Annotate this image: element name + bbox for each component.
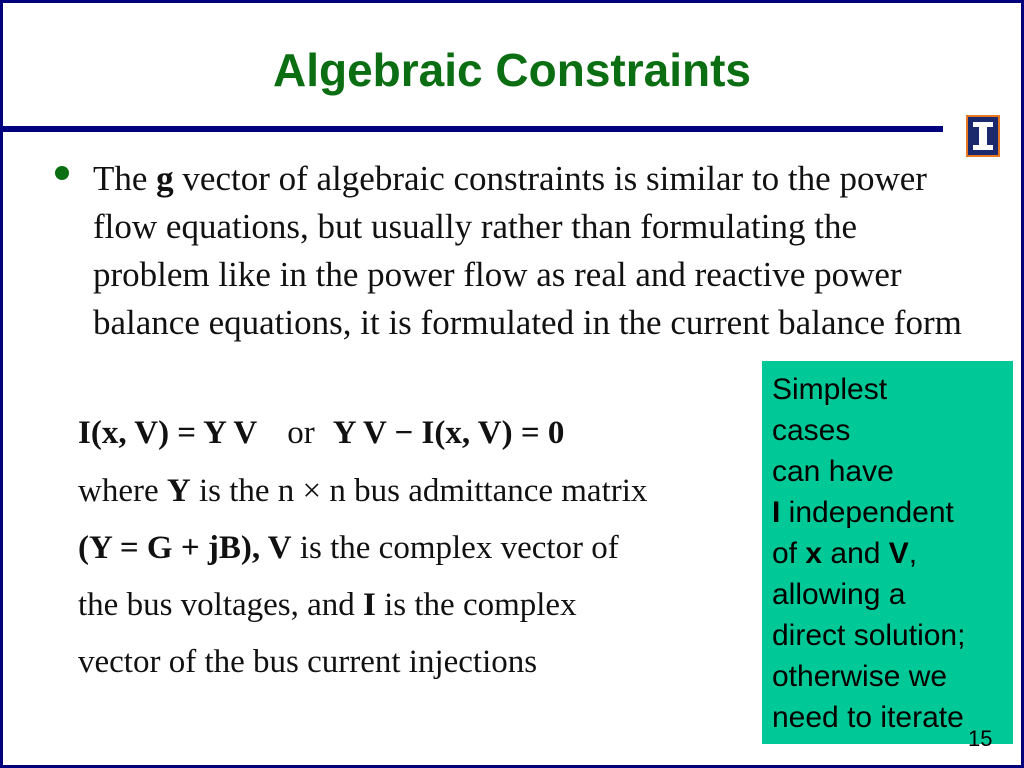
admittance-definition: (Y = G + jB), V	[78, 530, 292, 566]
explanation-text: is the n × n bus admittance matrix	[190, 473, 648, 509]
note-x-symbol: x	[805, 537, 823, 570]
note-text: and	[822, 537, 889, 570]
note-current-symbol: I	[772, 496, 781, 529]
explanation-line-2	[78, 473, 647, 510]
equation-lhs: I(x, V) = Y V	[78, 415, 258, 451]
explanation-text: where	[78, 473, 167, 509]
note-text: independent	[780, 496, 954, 529]
note-line	[772, 533, 1003, 574]
title-divider	[3, 126, 943, 132]
g-vector-symbol: g	[156, 159, 174, 198]
equation-or: or	[287, 415, 315, 451]
current-balance-equation	[78, 415, 564, 452]
current-symbol: I	[363, 587, 376, 623]
equation-rhs: Y V − I(x, V) = 0	[332, 415, 565, 451]
para-text-rest: vector of algebraic constraints is similar to the power flow equations, but usually rather than formulating the problem like in the power flow as real and reactive power balance equations, it is formulated in the current balance form	[93, 159, 962, 342]
note-line: direct solution;	[772, 619, 966, 652]
explanation-text: the bus voltages, and	[78, 587, 364, 623]
note-text: ,	[908, 537, 918, 570]
explanation-line-4	[78, 587, 577, 624]
note-line: need to iterate	[772, 701, 964, 734]
note-line: can have	[772, 455, 894, 488]
note-line	[772, 492, 1003, 533]
note-v-symbol: V	[888, 537, 909, 570]
note-line: cases	[772, 414, 851, 447]
page-number: 15	[968, 726, 993, 751]
bullet-icon	[55, 166, 69, 180]
note-text: of	[772, 537, 806, 570]
slide-title: Algebraic Constraints	[273, 44, 751, 96]
university-i-logo-icon	[966, 115, 1000, 157]
explanation-text: is the complex vector of	[291, 530, 619, 566]
note-line: allowing a	[772, 578, 906, 611]
side-note-box	[762, 361, 1013, 744]
admittance-symbol: Y	[166, 473, 191, 509]
para-text-start: The	[93, 159, 157, 198]
explanation-text: is the complex	[375, 587, 577, 623]
explanation-line-3	[78, 530, 619, 567]
note-line: otherwise we	[772, 660, 948, 693]
bullet-paragraph	[93, 155, 973, 347]
explanation-line-5: vector of the bus current injections	[78, 644, 538, 680]
note-line: Simplest	[772, 373, 888, 406]
